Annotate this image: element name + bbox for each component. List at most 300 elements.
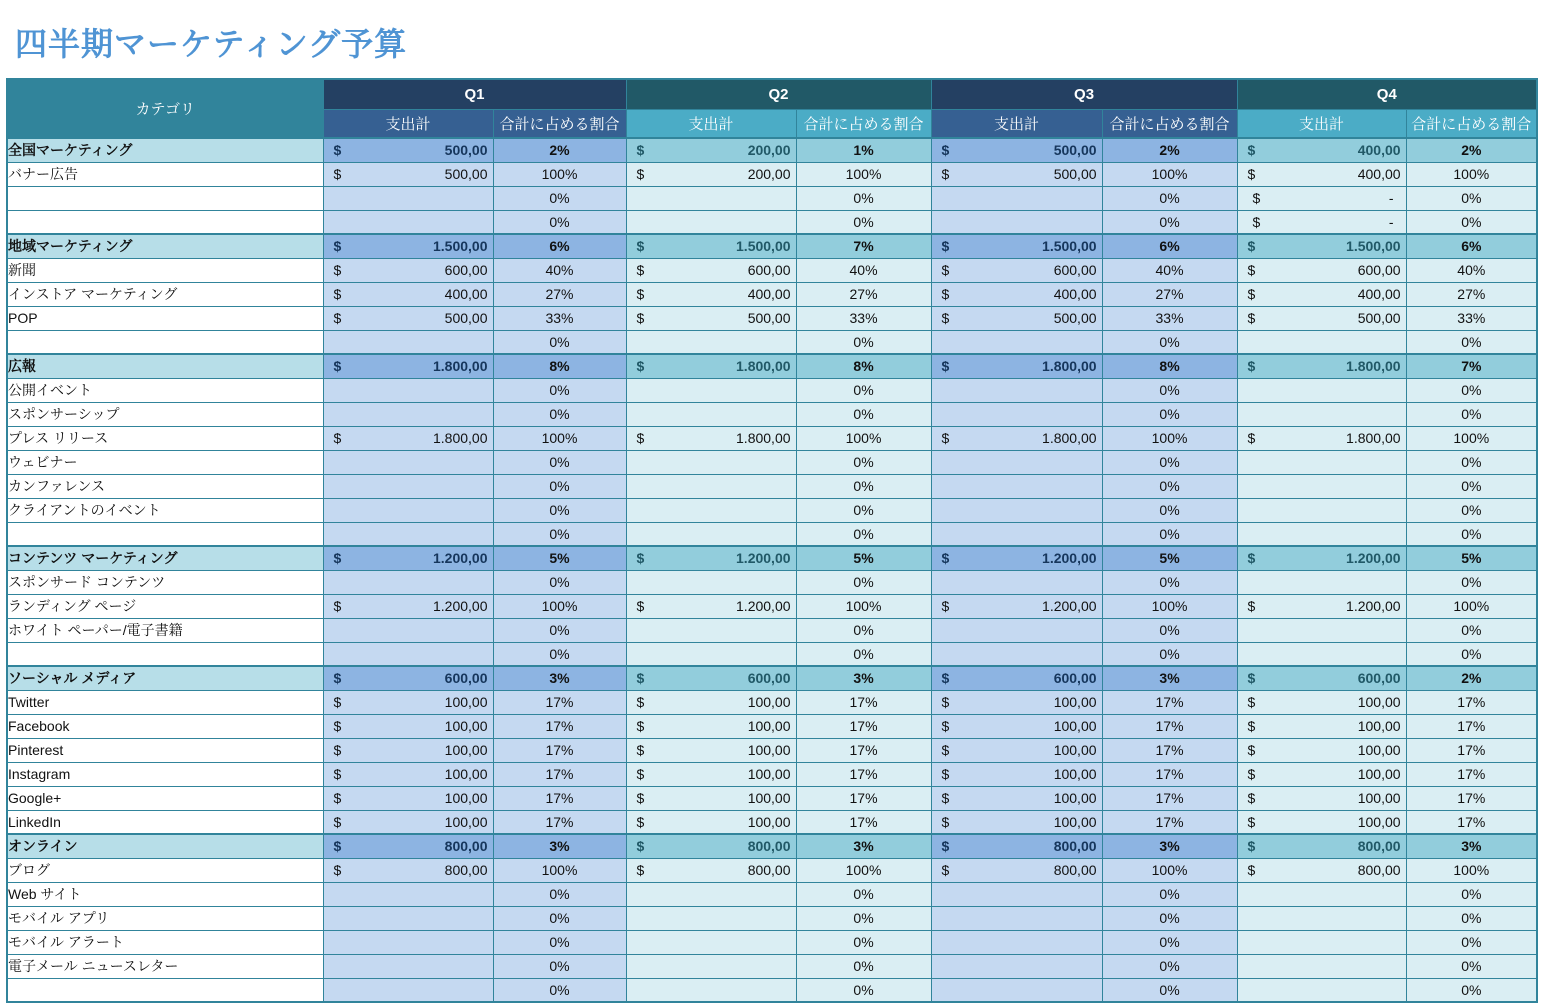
item-label-cell[interactable]: 新聞 — [7, 258, 323, 282]
q3-spend-cell[interactable] — [931, 282, 1102, 306]
q1-spend-cell[interactable] — [323, 714, 493, 738]
q3-share-cell[interactable]: 0% — [1102, 402, 1237, 426]
q4-share-cell[interactable]: 0% — [1406, 378, 1537, 402]
q2-share-cell[interactable]: 1% — [796, 138, 931, 162]
q4-share-cell[interactable]: 3% — [1406, 834, 1537, 858]
item-label-cell[interactable]: Google+ — [7, 786, 323, 810]
q2-share-cell[interactable]: 0% — [796, 522, 931, 546]
q2-spend-cell[interactable] — [626, 546, 796, 570]
q4-spend-cell[interactable] — [1237, 954, 1406, 978]
q1-share-cell[interactable]: 0% — [493, 618, 626, 642]
q2-spend-cell[interactable] — [626, 234, 796, 258]
q3-share-cell[interactable]: 0% — [1102, 474, 1237, 498]
q3-share-cell[interactable]: 0% — [1102, 618, 1237, 642]
q1-spend-cell[interactable] — [323, 930, 493, 954]
q1-share-cell[interactable]: 0% — [493, 522, 626, 546]
q4-share-cell[interactable]: 100% — [1406, 426, 1537, 450]
item-label-cell[interactable]: モバイル アプリ — [7, 906, 323, 930]
q2-share-cell[interactable]: 0% — [796, 570, 931, 594]
q3-spend-cell[interactable] — [931, 810, 1102, 834]
q1-spend-cell[interactable] — [323, 594, 493, 618]
q4-spend-cell[interactable] — [1237, 978, 1406, 1002]
q3-share-cell[interactable]: 6% — [1102, 234, 1237, 258]
q3-spend-cell[interactable] — [931, 186, 1102, 210]
q4-share-cell[interactable]: 0% — [1406, 474, 1537, 498]
q1-share-cell[interactable]: 3% — [493, 834, 626, 858]
q1-share-cell[interactable]: 0% — [493, 570, 626, 594]
q4-share-cell[interactable]: 0% — [1406, 210, 1537, 234]
column-header-q3-spend[interactable]: 支出計 — [931, 109, 1102, 138]
q3-spend-cell[interactable] — [931, 546, 1102, 570]
q3-share-cell[interactable]: 0% — [1102, 954, 1237, 978]
q2-spend-cell[interactable] — [626, 594, 796, 618]
q3-spend-cell[interactable] — [931, 618, 1102, 642]
q1-spend-cell[interactable] — [323, 210, 493, 234]
q2-share-cell[interactable]: 17% — [796, 714, 931, 738]
q3-share-cell[interactable]: 0% — [1102, 186, 1237, 210]
q3-spend-cell[interactable] — [931, 162, 1102, 186]
q3-share-cell[interactable]: 17% — [1102, 714, 1237, 738]
q4-spend-cell[interactable] — [1237, 138, 1406, 162]
q1-spend-cell[interactable] — [323, 810, 493, 834]
column-header-q1-spend[interactable]: 支出計 — [323, 109, 493, 138]
q2-share-cell[interactable]: 17% — [796, 738, 931, 762]
q1-share-cell[interactable]: 5% — [493, 546, 626, 570]
section-label-cell[interactable]: ソーシャル メディア — [7, 666, 323, 690]
item-label-cell[interactable] — [7, 210, 323, 234]
quarter-header-q3[interactable]: Q3 — [931, 79, 1237, 109]
q1-share-cell[interactable]: 0% — [493, 378, 626, 402]
q4-share-cell[interactable]: 17% — [1406, 762, 1537, 786]
q2-spend-cell[interactable] — [626, 402, 796, 426]
q1-spend-cell[interactable] — [323, 834, 493, 858]
q2-spend-cell[interactable] — [626, 282, 796, 306]
item-label-cell[interactable] — [7, 642, 323, 666]
q3-spend-cell[interactable] — [931, 210, 1102, 234]
q4-spend-cell[interactable] — [1237, 714, 1406, 738]
q1-spend-cell[interactable] — [323, 474, 493, 498]
q1-share-cell[interactable]: 2% — [493, 138, 626, 162]
q2-share-cell[interactable]: 0% — [796, 378, 931, 402]
item-label-cell[interactable]: Instagram — [7, 762, 323, 786]
column-header-q2-spend[interactable]: 支出計 — [626, 109, 796, 138]
q3-spend-cell[interactable] — [931, 882, 1102, 906]
q4-spend-cell[interactable] — [1237, 906, 1406, 930]
q2-share-cell[interactable]: 17% — [796, 786, 931, 810]
q3-share-cell[interactable]: 5% — [1102, 546, 1237, 570]
q1-share-cell[interactable]: 100% — [493, 426, 626, 450]
q1-spend-cell[interactable] — [323, 282, 493, 306]
column-header-q4-spend[interactable]: 支出計 — [1237, 109, 1406, 138]
q1-spend-cell[interactable] — [323, 258, 493, 282]
q1-spend-cell[interactable] — [323, 426, 493, 450]
q3-spend-cell[interactable] — [931, 426, 1102, 450]
item-label-cell[interactable]: クライアントのイベント — [7, 498, 323, 522]
q4-spend-cell[interactable] — [1237, 570, 1406, 594]
q2-share-cell[interactable]: 7% — [796, 234, 931, 258]
q3-spend-cell[interactable] — [931, 450, 1102, 474]
q4-spend-cell[interactable] — [1237, 786, 1406, 810]
q2-spend-cell[interactable] — [626, 954, 796, 978]
q3-share-cell[interactable]: 100% — [1102, 426, 1237, 450]
q1-spend-cell[interactable] — [323, 546, 493, 570]
q2-share-cell[interactable]: 8% — [796, 354, 931, 378]
q1-spend-cell[interactable] — [323, 858, 493, 882]
q2-spend-cell[interactable] — [626, 498, 796, 522]
item-label-cell[interactable]: Pinterest — [7, 738, 323, 762]
q2-share-cell[interactable]: 0% — [796, 642, 931, 666]
q3-spend-cell[interactable] — [931, 954, 1102, 978]
section-label-cell[interactable]: 広報 — [7, 354, 323, 378]
q1-spend-cell[interactable] — [323, 906, 493, 930]
q1-share-cell[interactable]: 100% — [493, 162, 626, 186]
q3-share-cell[interactable]: 0% — [1102, 570, 1237, 594]
q2-spend-cell[interactable] — [626, 642, 796, 666]
q4-share-cell[interactable]: 17% — [1406, 690, 1537, 714]
q4-share-cell[interactable]: 27% — [1406, 282, 1537, 306]
q3-spend-cell[interactable] — [931, 690, 1102, 714]
q2-spend-cell[interactable] — [626, 978, 796, 1002]
q1-spend-cell[interactable] — [323, 186, 493, 210]
q4-spend-cell[interactable] — [1237, 426, 1406, 450]
q2-share-cell[interactable]: 0% — [796, 906, 931, 930]
q2-share-cell[interactable]: 0% — [796, 330, 931, 354]
q1-spend-cell[interactable] — [323, 690, 493, 714]
item-label-cell[interactable] — [7, 186, 323, 210]
q2-share-cell[interactable]: 0% — [796, 954, 931, 978]
q2-spend-cell[interactable] — [626, 258, 796, 282]
q3-share-cell[interactable]: 0% — [1102, 498, 1237, 522]
q4-spend-cell[interactable] — [1237, 930, 1406, 954]
q4-share-cell[interactable]: 33% — [1406, 306, 1537, 330]
q3-share-cell[interactable]: 17% — [1102, 786, 1237, 810]
q1-share-cell[interactable]: 3% — [493, 666, 626, 690]
q1-share-cell[interactable]: 17% — [493, 762, 626, 786]
q4-spend-cell[interactable] — [1237, 210, 1406, 234]
q3-share-cell[interactable]: 40% — [1102, 258, 1237, 282]
q1-spend-cell[interactable] — [323, 762, 493, 786]
q3-spend-cell[interactable] — [931, 354, 1102, 378]
q4-spend-cell[interactable] — [1237, 522, 1406, 546]
q2-share-cell[interactable]: 0% — [796, 450, 931, 474]
item-label-cell[interactable] — [7, 522, 323, 546]
q3-spend-cell[interactable] — [931, 906, 1102, 930]
q4-share-cell[interactable]: 0% — [1406, 618, 1537, 642]
q4-spend-cell[interactable] — [1237, 354, 1406, 378]
section-label-cell[interactable]: オンライン — [7, 834, 323, 858]
q3-spend-cell[interactable] — [931, 234, 1102, 258]
q2-share-cell[interactable]: 0% — [796, 978, 931, 1002]
q2-share-cell[interactable]: 17% — [796, 762, 931, 786]
item-label-cell[interactable] — [7, 978, 323, 1002]
q3-share-cell[interactable]: 0% — [1102, 450, 1237, 474]
q4-share-cell[interactable]: 0% — [1406, 186, 1537, 210]
q3-share-cell[interactable]: 33% — [1102, 306, 1237, 330]
q4-spend-cell[interactable] — [1237, 618, 1406, 642]
column-header-category[interactable]: カテゴリ — [7, 79, 323, 138]
q2-share-cell[interactable]: 0% — [796, 402, 931, 426]
q4-share-cell[interactable]: 6% — [1406, 234, 1537, 258]
q1-spend-cell[interactable] — [323, 570, 493, 594]
section-label-cell[interactable]: コンテンツ マーケティング — [7, 546, 323, 570]
q1-spend-cell[interactable] — [323, 978, 493, 1002]
q4-share-cell[interactable]: 0% — [1406, 498, 1537, 522]
item-label-cell[interactable]: Twitter — [7, 690, 323, 714]
q4-spend-cell[interactable] — [1237, 402, 1406, 426]
q3-share-cell[interactable]: 27% — [1102, 282, 1237, 306]
q3-share-cell[interactable]: 3% — [1102, 666, 1237, 690]
item-label-cell[interactable]: ウェビナー — [7, 450, 323, 474]
q3-spend-cell[interactable] — [931, 330, 1102, 354]
q1-share-cell[interactable]: 0% — [493, 906, 626, 930]
q4-share-cell[interactable]: 100% — [1406, 858, 1537, 882]
q2-share-cell[interactable]: 0% — [796, 210, 931, 234]
q1-share-cell[interactable]: 0% — [493, 498, 626, 522]
q3-spend-cell[interactable] — [931, 642, 1102, 666]
q3-share-cell[interactable]: 3% — [1102, 834, 1237, 858]
q4-share-cell[interactable]: 0% — [1406, 570, 1537, 594]
item-label-cell[interactable]: 電子メール ニュースレター — [7, 954, 323, 978]
q2-share-cell[interactable]: 5% — [796, 546, 931, 570]
q3-spend-cell[interactable] — [931, 858, 1102, 882]
q1-share-cell[interactable]: 0% — [493, 882, 626, 906]
q3-spend-cell[interactable] — [931, 138, 1102, 162]
q3-share-cell[interactable]: 100% — [1102, 162, 1237, 186]
q1-spend-cell[interactable] — [323, 642, 493, 666]
item-label-cell[interactable]: バナー広告 — [7, 162, 323, 186]
q2-share-cell[interactable]: 17% — [796, 690, 931, 714]
q4-spend-cell[interactable] — [1237, 474, 1406, 498]
q4-spend-cell[interactable] — [1237, 234, 1406, 258]
q4-spend-cell[interactable] — [1237, 858, 1406, 882]
q4-spend-cell[interactable] — [1237, 642, 1406, 666]
q2-share-cell[interactable]: 100% — [796, 858, 931, 882]
q1-share-cell[interactable]: 0% — [493, 330, 626, 354]
q3-spend-cell[interactable] — [931, 498, 1102, 522]
column-header-q1-share[interactable]: 合計に占める割合 — [493, 109, 626, 138]
q4-share-cell[interactable]: 17% — [1406, 738, 1537, 762]
q4-spend-cell[interactable] — [1237, 186, 1406, 210]
q1-share-cell[interactable]: 0% — [493, 474, 626, 498]
q4-share-cell[interactable]: 100% — [1406, 162, 1537, 186]
q4-share-cell[interactable]: 100% — [1406, 594, 1537, 618]
q1-share-cell[interactable]: 33% — [493, 306, 626, 330]
q2-share-cell[interactable]: 17% — [796, 810, 931, 834]
item-label-cell[interactable]: POP — [7, 306, 323, 330]
q1-share-cell[interactable]: 17% — [493, 810, 626, 834]
q1-share-cell[interactable]: 100% — [493, 858, 626, 882]
item-label-cell[interactable]: ブログ — [7, 858, 323, 882]
item-label-cell[interactable]: ランディング ページ — [7, 594, 323, 618]
q2-share-cell[interactable]: 3% — [796, 834, 931, 858]
q2-spend-cell[interactable] — [626, 162, 796, 186]
q2-share-cell[interactable]: 0% — [796, 882, 931, 906]
q2-share-cell[interactable]: 33% — [796, 306, 931, 330]
item-label-cell[interactable]: LinkedIn — [7, 810, 323, 834]
q3-share-cell[interactable]: 0% — [1102, 882, 1237, 906]
q2-spend-cell[interactable] — [626, 882, 796, 906]
q2-spend-cell[interactable] — [626, 762, 796, 786]
q1-spend-cell[interactable] — [323, 402, 493, 426]
quarter-header-q2[interactable]: Q2 — [626, 79, 931, 109]
q2-share-cell[interactable]: 100% — [796, 426, 931, 450]
q2-share-cell[interactable]: 27% — [796, 282, 931, 306]
q4-spend-cell[interactable] — [1237, 306, 1406, 330]
q2-spend-cell[interactable] — [626, 570, 796, 594]
q3-spend-cell[interactable] — [931, 306, 1102, 330]
q3-share-cell[interactable]: 0% — [1102, 210, 1237, 234]
q1-spend-cell[interactable] — [323, 882, 493, 906]
item-label-cell[interactable]: ホワイト ペーパー/電子書籍 — [7, 618, 323, 642]
q4-share-cell[interactable]: 0% — [1406, 882, 1537, 906]
q3-spend-cell[interactable] — [931, 834, 1102, 858]
q3-share-cell[interactable]: 0% — [1102, 330, 1237, 354]
q4-share-cell[interactable]: 40% — [1406, 258, 1537, 282]
q1-share-cell[interactable]: 40% — [493, 258, 626, 282]
q3-share-cell[interactable]: 8% — [1102, 354, 1237, 378]
q2-spend-cell[interactable] — [626, 930, 796, 954]
q4-share-cell[interactable]: 2% — [1406, 138, 1537, 162]
item-label-cell[interactable] — [7, 330, 323, 354]
q3-spend-cell[interactable] — [931, 402, 1102, 426]
q1-spend-cell[interactable] — [323, 954, 493, 978]
q3-spend-cell[interactable] — [931, 714, 1102, 738]
q1-share-cell[interactable]: 0% — [493, 930, 626, 954]
q4-share-cell[interactable]: 0% — [1406, 642, 1537, 666]
q3-spend-cell[interactable] — [931, 666, 1102, 690]
q1-share-cell[interactable]: 17% — [493, 786, 626, 810]
column-header-q4-share[interactable]: 合計に占める割合 — [1406, 109, 1537, 138]
q4-spend-cell[interactable] — [1237, 546, 1406, 570]
q1-share-cell[interactable]: 0% — [493, 186, 626, 210]
q4-spend-cell[interactable] — [1237, 762, 1406, 786]
q1-spend-cell[interactable] — [323, 330, 493, 354]
q2-spend-cell[interactable] — [626, 858, 796, 882]
q4-spend-cell[interactable] — [1237, 162, 1406, 186]
item-label-cell[interactable]: プレス リリース — [7, 426, 323, 450]
q2-spend-cell[interactable] — [626, 186, 796, 210]
q1-spend-cell[interactable] — [323, 666, 493, 690]
q4-share-cell[interactable]: 17% — [1406, 810, 1537, 834]
q1-spend-cell[interactable] — [323, 786, 493, 810]
q3-share-cell[interactable]: 100% — [1102, 594, 1237, 618]
q2-share-cell[interactable]: 100% — [796, 594, 931, 618]
q1-share-cell[interactable]: 0% — [493, 450, 626, 474]
q3-spend-cell[interactable] — [931, 594, 1102, 618]
q3-spend-cell[interactable] — [931, 474, 1102, 498]
q1-spend-cell[interactable] — [323, 354, 493, 378]
q2-spend-cell[interactable] — [626, 810, 796, 834]
q2-spend-cell[interactable] — [626, 138, 796, 162]
q3-share-cell[interactable]: 0% — [1102, 522, 1237, 546]
q2-spend-cell[interactable] — [626, 474, 796, 498]
q3-share-cell[interactable]: 2% — [1102, 138, 1237, 162]
q1-share-cell[interactable]: 17% — [493, 690, 626, 714]
q1-share-cell[interactable]: 17% — [493, 738, 626, 762]
q3-share-cell[interactable]: 0% — [1102, 378, 1237, 402]
q1-share-cell[interactable]: 6% — [493, 234, 626, 258]
q3-spend-cell[interactable] — [931, 786, 1102, 810]
q1-spend-cell[interactable] — [323, 498, 493, 522]
q2-spend-cell[interactable] — [626, 738, 796, 762]
q1-spend-cell[interactable] — [323, 522, 493, 546]
q1-spend-cell[interactable] — [323, 450, 493, 474]
q4-spend-cell[interactable] — [1237, 450, 1406, 474]
q3-spend-cell[interactable] — [931, 258, 1102, 282]
item-label-cell[interactable]: カンファレンス — [7, 474, 323, 498]
q1-share-cell[interactable]: 0% — [493, 954, 626, 978]
q4-spend-cell[interactable] — [1237, 282, 1406, 306]
q1-spend-cell[interactable] — [323, 162, 493, 186]
q2-share-cell[interactable]: 40% — [796, 258, 931, 282]
q4-spend-cell[interactable] — [1237, 258, 1406, 282]
item-label-cell[interactable]: インストア マーケティング — [7, 282, 323, 306]
q2-spend-cell[interactable] — [626, 330, 796, 354]
q1-share-cell[interactable]: 17% — [493, 714, 626, 738]
q2-spend-cell[interactable] — [626, 426, 796, 450]
q2-spend-cell[interactable] — [626, 786, 796, 810]
q3-share-cell[interactable]: 17% — [1102, 810, 1237, 834]
q2-spend-cell[interactable] — [626, 666, 796, 690]
q1-share-cell[interactable]: 0% — [493, 402, 626, 426]
q1-spend-cell[interactable] — [323, 234, 493, 258]
q4-spend-cell[interactable] — [1237, 690, 1406, 714]
item-label-cell[interactable]: 公開イベント — [7, 378, 323, 402]
q3-spend-cell[interactable] — [931, 738, 1102, 762]
q3-share-cell[interactable]: 0% — [1102, 978, 1237, 1002]
q3-share-cell[interactable]: 0% — [1102, 906, 1237, 930]
q1-share-cell[interactable]: 0% — [493, 978, 626, 1002]
q4-spend-cell[interactable] — [1237, 810, 1406, 834]
q2-share-cell[interactable]: 0% — [796, 618, 931, 642]
q4-spend-cell[interactable] — [1237, 834, 1406, 858]
quarter-header-q1[interactable]: Q1 — [323, 79, 626, 109]
q3-spend-cell[interactable] — [931, 378, 1102, 402]
column-header-q3-share[interactable]: 合計に占める割合 — [1102, 109, 1237, 138]
q2-spend-cell[interactable] — [626, 834, 796, 858]
q4-share-cell[interactable]: 17% — [1406, 714, 1537, 738]
q2-spend-cell[interactable] — [626, 450, 796, 474]
q1-spend-cell[interactable] — [323, 138, 493, 162]
q1-spend-cell[interactable] — [323, 306, 493, 330]
q3-share-cell[interactable]: 100% — [1102, 858, 1237, 882]
q4-share-cell[interactable]: 5% — [1406, 546, 1537, 570]
q4-spend-cell[interactable] — [1237, 666, 1406, 690]
q2-spend-cell[interactable] — [626, 522, 796, 546]
item-label-cell[interactable]: スポンサード コンテンツ — [7, 570, 323, 594]
q1-share-cell[interactable]: 100% — [493, 594, 626, 618]
q3-spend-cell[interactable] — [931, 570, 1102, 594]
q2-share-cell[interactable]: 0% — [796, 498, 931, 522]
quarter-header-q4[interactable]: Q4 — [1237, 79, 1537, 109]
item-label-cell[interactable]: Web サイト — [7, 882, 323, 906]
q1-spend-cell[interactable] — [323, 738, 493, 762]
q4-share-cell[interactable]: 0% — [1406, 450, 1537, 474]
item-label-cell[interactable]: スポンサーシップ — [7, 402, 323, 426]
q3-spend-cell[interactable] — [931, 522, 1102, 546]
q2-spend-cell[interactable] — [626, 354, 796, 378]
q3-share-cell[interactable]: 17% — [1102, 762, 1237, 786]
q2-share-cell[interactable]: 0% — [796, 186, 931, 210]
q3-spend-cell[interactable] — [931, 930, 1102, 954]
q4-share-cell[interactable]: 0% — [1406, 330, 1537, 354]
q4-share-cell[interactable]: 0% — [1406, 954, 1537, 978]
q3-share-cell[interactable]: 0% — [1102, 930, 1237, 954]
q2-spend-cell[interactable] — [626, 378, 796, 402]
q1-share-cell[interactable]: 8% — [493, 354, 626, 378]
q4-spend-cell[interactable] — [1237, 882, 1406, 906]
q3-share-cell[interactable]: 0% — [1102, 642, 1237, 666]
